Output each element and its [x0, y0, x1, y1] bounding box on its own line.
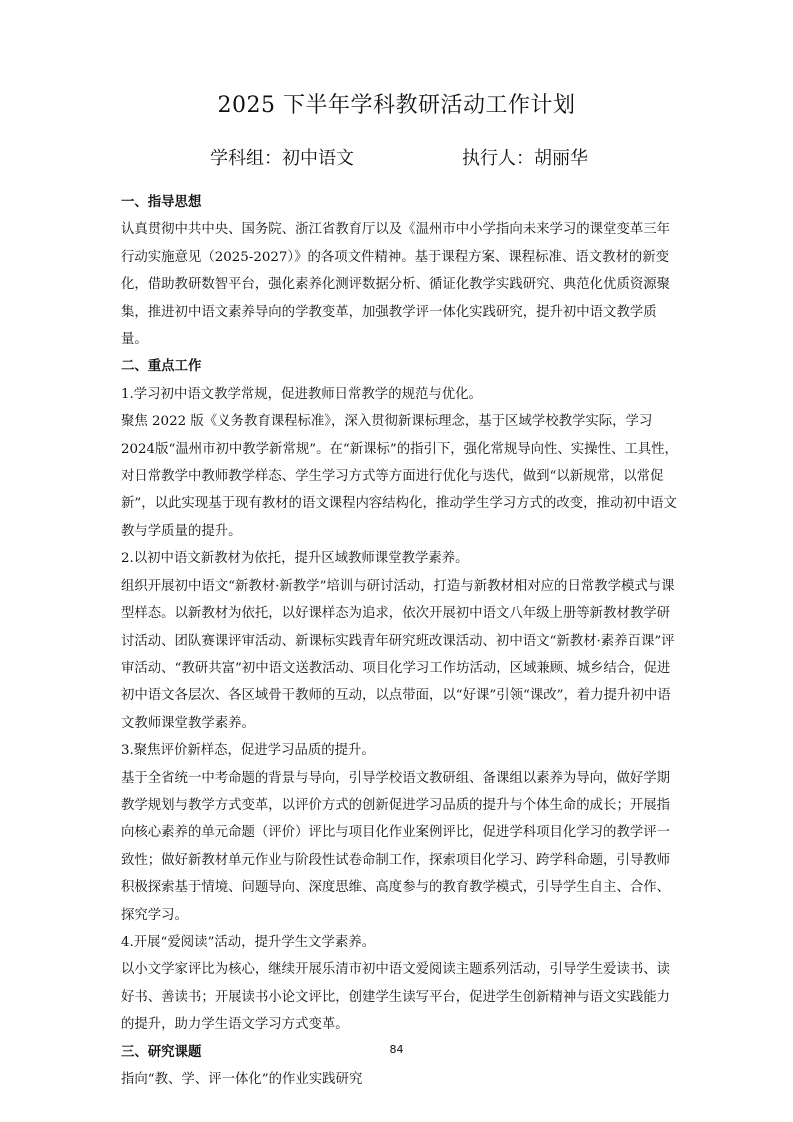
key-work-item-1-text: 聚焦 2022 版《义务教育课程标准》，深入贯彻新课标理念，基于区域学校教学实际，学习 2024版“温州市初中教学新常规”。在“新课标”的指引下，强化常规导向性、实操性、工具性，对日常教学中教师教学样态、学生学习方式等方面进行优化与迭代，做到“以新规常，以常促新”，以此实现基于现有教材的语文课程内容结构化，推动学生学习方式的改变，推动初中语文教与学质量的提升。: [121, 414, 678, 539]
section-heading-guiding-ideology: 一、指导思想: [121, 195, 202, 210]
paragraph-guiding-ideology: 认真贯彻中共中央、国务院、浙江省教育厅以及《温州市中小学指向未来学习的课堂变革三年行动实施意见（2025-2027）》的各项文件精神。基于课程方案、课程标准、语文教材的新变化，借助教研数智平台，强化素养化测评数据分析、循证化教学实践研究、典范化优质资源聚集，推进初中语文素养导向的学教变革，加强教学评一体化实践研究，提升初中语文教学质量。: [121, 222, 671, 348]
document-subtitle: [0, 146, 793, 172]
key-work-item-4-text: 以小文学家评比为核心，继续开展乐清市初中语文爱阅读主题系列活动，引导学生爱读书、读好书、善读书；开展读书小论文评比，创建学生读写平台，促进学生创新精神与语文实践能力的提升，助力学生语文学习方式变革。: [121, 962, 671, 1033]
key-work-item-4-title: 4.开展“爱阅读”活动，提升学生文学素养。: [121, 934, 376, 950]
subject-group-label: 学科组：初中语文: [210, 148, 354, 169]
section-heading-research-topic: 三、研究课题: [121, 1044, 202, 1060]
key-work-item-3-text: 基于全省统一中考命题的背景与导向，引导学校语文教研组、备课组以素养为导向，做好学期教学规划与教学方式变革，以评价方式的创新促进学习品质的提升与个体生命的成长；开展指向核心素养的单元命题（评价）评比与项目化作业案例评比，促进学科项目化学习的教学评一致性；做好新教材单元作业与阶段性试卷命制工作，探索项目化学习、跨学科命题，引导教师积极探索基于情境、问题导向、深度思维、高度参与的教育教学模式，引导学生自主、合作、探究学习。: [121, 770, 671, 923]
key-work-item-2-title: 2.以初中语文新教材为依托，提升区域教师课堂教学素养。: [121, 551, 469, 567]
page-number: 84: [389, 1043, 404, 1056]
document-body: [121, 189, 681, 1093]
document-title: 2025 下半年学科教研活动工作计划: [217, 93, 576, 118]
section-heading-key-work: 二、重点工作: [121, 359, 202, 375]
key-work-item-1-title: 1.学习初中语文教学常规，促进教师日常教学的规范与优化。: [121, 386, 482, 402]
executor-label: 执行人：胡丽华: [462, 148, 588, 169]
research-topic-text: 指向“教、学、评一体化”的作业实践研究: [121, 1072, 363, 1087]
key-work-item-2-text: 组织开展初中语文“新教材·新教学”培训与研讨活动，打造与新教材相对应的日常教学模式与课型样态。以新教材为依托，以好课样态为追求，依次开展初中语文八年级上册等新教材教学研讨活动、团队赛课评审活动、新课标实践青年研究班改课活动、初中语文“新教材·素养百课”评审活动、“教研共富”初中语文送教活动、项目化学习工作坊活动，区域兼顾、城乡结合，促进初中语文各层次、各区域骨干教师的互动，以点带面，以“好课”引领“课改”，着力提升初中语文教师课堂教学素养。: [121, 578, 675, 731]
key-work-item-3-title: 3.聚焦评价新样态，促进学习品质的提升。: [121, 743, 375, 759]
